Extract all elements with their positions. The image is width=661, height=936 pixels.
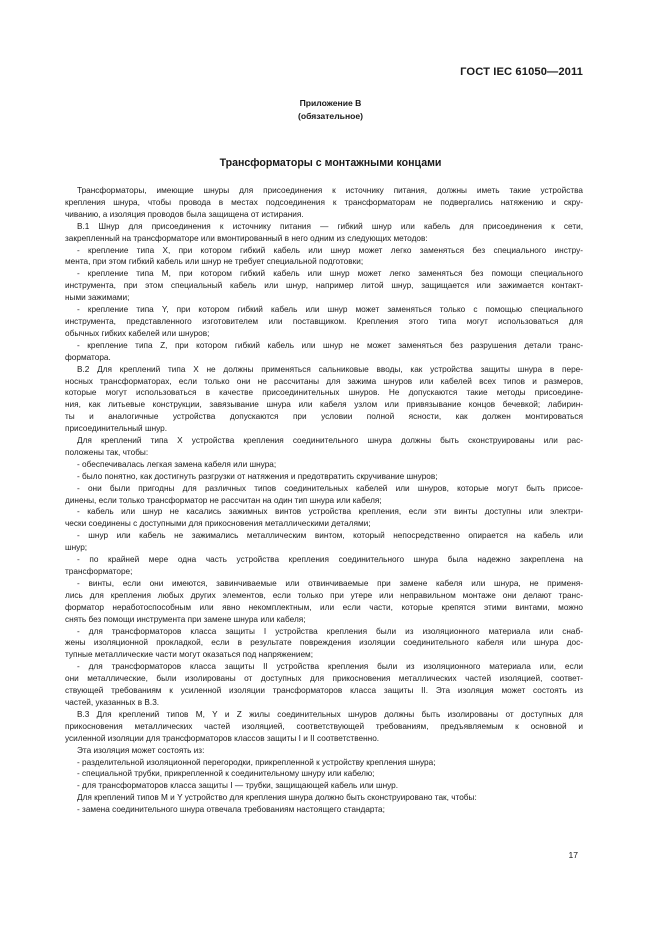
text-line: ты и аналогичные устройства допускаются при условии полной ясности, как должен монтироваться xyxy=(65,412,583,422)
text-line: положены так, чтобы: xyxy=(65,447,149,457)
text-line: снять без помощи инструмента при замене шнура или кабеля; xyxy=(65,614,306,624)
annex-heading xyxy=(0,97,661,122)
text-line: мента, при этом гибкий кабель или шнур не требует специальной подготовки; xyxy=(65,257,364,267)
text-line: - разделительной изоляционной перегородки, прикрепленной к устройству крепления шнура; xyxy=(77,757,436,767)
text-line: - специальной трубки, прикрепленной к соединительному шнуру или кабелю; xyxy=(77,769,375,779)
text-line: инструмента, представленного изготовителем или поставщиком. Крепления этого типа могут использоваться для xyxy=(65,316,583,326)
text-line: - они были пригодны для различных типов соединительных кабелей или шнуров, которые могут быть присое- xyxy=(77,483,583,493)
text-line: динены, если только трансформатор не рассчитан на один тип шнура или кабеля; xyxy=(65,495,382,505)
text-line: шнур; xyxy=(65,543,88,553)
text-line: В.3 Для креплений типов М, Y и Z жилы соединительных шнуров должны быть изолированы от доступных для xyxy=(77,709,583,719)
text-line: - для трансформаторов класса защиты I устройства крепления были из изоляционного материала или снаб- xyxy=(77,626,583,636)
text-line: - шнур или кабель не зажимались металлическим винтом, который непосредственно опирается на кабель или xyxy=(77,531,583,541)
text-line: - крепление типа Y, при котором гибкий кабель или шнур может заменяться только с помощью специального xyxy=(77,305,583,315)
text-line: форматора. xyxy=(65,352,111,362)
text-line: - обеспечивалась легкая замена кабеля или шнура; xyxy=(77,459,277,469)
text-line: ствующей требованиям к усиленной изоляции трансформаторов класса защиты II. Эта изоляция может состоять из xyxy=(65,686,583,696)
text-line: - было понятно, как достигнуть разгрузки от натяжения и предотвратить скручивание шнуров; xyxy=(77,471,438,481)
text-line: - крепление типа М, при котором гибкий кабель или шнур может легко заменяться без помощи специального xyxy=(77,269,583,279)
text-line: присоединительный шнур. xyxy=(65,424,168,434)
text-line: инструмента, при этом специальный кабель или шнур, например литой шнур, защищается или зажимается контакт- xyxy=(65,281,583,291)
text-line: прикосновения металлических частей изоляцией, соответствующей требованиям, предъявляемым к основной и xyxy=(65,721,583,731)
text-line: носных трансформаторах, если только они не рассчитаны для зажима шнуров или кабелей всех типов и размеров, xyxy=(65,376,583,386)
text-line: Эта изоляция может состоять из: xyxy=(77,745,205,755)
text-line: закрепленный на трансформаторе или вмонтированный в него одним из следующих методов: xyxy=(65,233,428,243)
text-line: чески соединены с доступными для прикосновения металлическими деталями; xyxy=(65,519,371,529)
text-line: они металлические, были изолированы от доступных для прикосновения металлических частей изоляцией, соответ- xyxy=(65,674,583,684)
text-line: обычных гибких кабелей или шнуров; xyxy=(65,328,210,338)
text-line: - по крайней мере одна часть устройства крепления соединительного шнура была надежно закреплена на xyxy=(77,555,583,565)
text-line: - для трансформаторов класса защиты I — трубки, защищающей кабель или шнур. xyxy=(77,781,399,791)
annex-status: (обязательное) xyxy=(297,110,364,121)
text-line: - для трансформаторов класса защиты II устройства крепления были из изоляционного материала или, если xyxy=(77,662,583,672)
text-line: - кабель или шнур не касались зажимных винтов устройства крепления, если эти винты доступны или электри- xyxy=(77,507,583,517)
text-line: чиванию, а изоляция проводов была защищена от истирания. xyxy=(65,209,304,219)
body-text xyxy=(65,185,583,816)
text-line: Для креплений типа Х устройства крепления соединительного шнура должны быть сконструированы или рас- xyxy=(77,436,583,446)
text-line: Для креплений типов М и Y устройство для крепления шнура должно быть сконструировано так, чтобы: xyxy=(77,793,477,803)
text-line: В.1 Шнур для присоединения к источнику питания — гибкий шнур или кабель для присоединения к сети, xyxy=(77,221,583,231)
text-line: ния, как литьевые конструкции, завязывание шнура или кабеля узлом или привязывание концов бечевкой; лабирин- xyxy=(65,400,583,410)
annex-label: Приложение В xyxy=(299,98,362,108)
text-line: жены изоляционной прокладкой, если в результате повреждения изоляции соединительного кабеля или шнура дос- xyxy=(65,638,583,648)
page-number: 17 xyxy=(568,850,578,860)
text-line: тупные металлические части могут оказаться под напряжением; xyxy=(65,650,313,660)
text-line: - замена соединительного шнура отвечала требованиям настоящего стандарта; xyxy=(77,805,385,815)
text-line: которые могут использоваться в качестве присоединительных шнуров. Не допускаются такие методы присоедине- xyxy=(65,388,583,398)
text-line: Трансформаторы, имеющие шнуры для присоединения к источнику питания, должны иметь такие устройства xyxy=(77,186,583,195)
text-line: В.2 Для креплений типа Х не должны применяться сальниковые вводы, как устройства защиты шнура в пере- xyxy=(77,364,583,374)
text-line: лись для крепления любых других элементов, если только при утере или неправильном монтаже они делают транс- xyxy=(65,590,583,600)
text-line: - крепление типа Х, при котором гибкий кабель или шнур может легко заменяться без специального инстру- xyxy=(77,245,583,255)
text-line: крепления шнура, чтобы провода в местах подсоединения к трансформаторам не подвергались натяжению и скру- xyxy=(65,197,583,207)
text-line: ными зажимами; xyxy=(65,293,130,303)
text-line: - винты, если они имеются, завинчиваемые или отвинчиваемые при замене кабеля или шнура, не применя- xyxy=(77,578,583,588)
text-line: усиленной изоляции для трансформаторов классов защиты I и II соответственно. xyxy=(65,733,380,743)
standard-code: ГОСТ IEC 61050—2011 xyxy=(460,66,583,78)
text-line: частей, указанных в В.3. xyxy=(65,697,160,707)
text-line: трансформаторе; xyxy=(65,567,133,576)
text-line: форматор неработоспособным или явно некомплектным, или если части, которые крепятся этими винтами, можно xyxy=(65,602,583,612)
section-title: Трансформаторы с монтажными концами xyxy=(219,157,442,169)
text-line: - крепление типа Z, при котором гибкий кабель или шнур не может заменяться без разрушения детали транс- xyxy=(77,340,583,350)
